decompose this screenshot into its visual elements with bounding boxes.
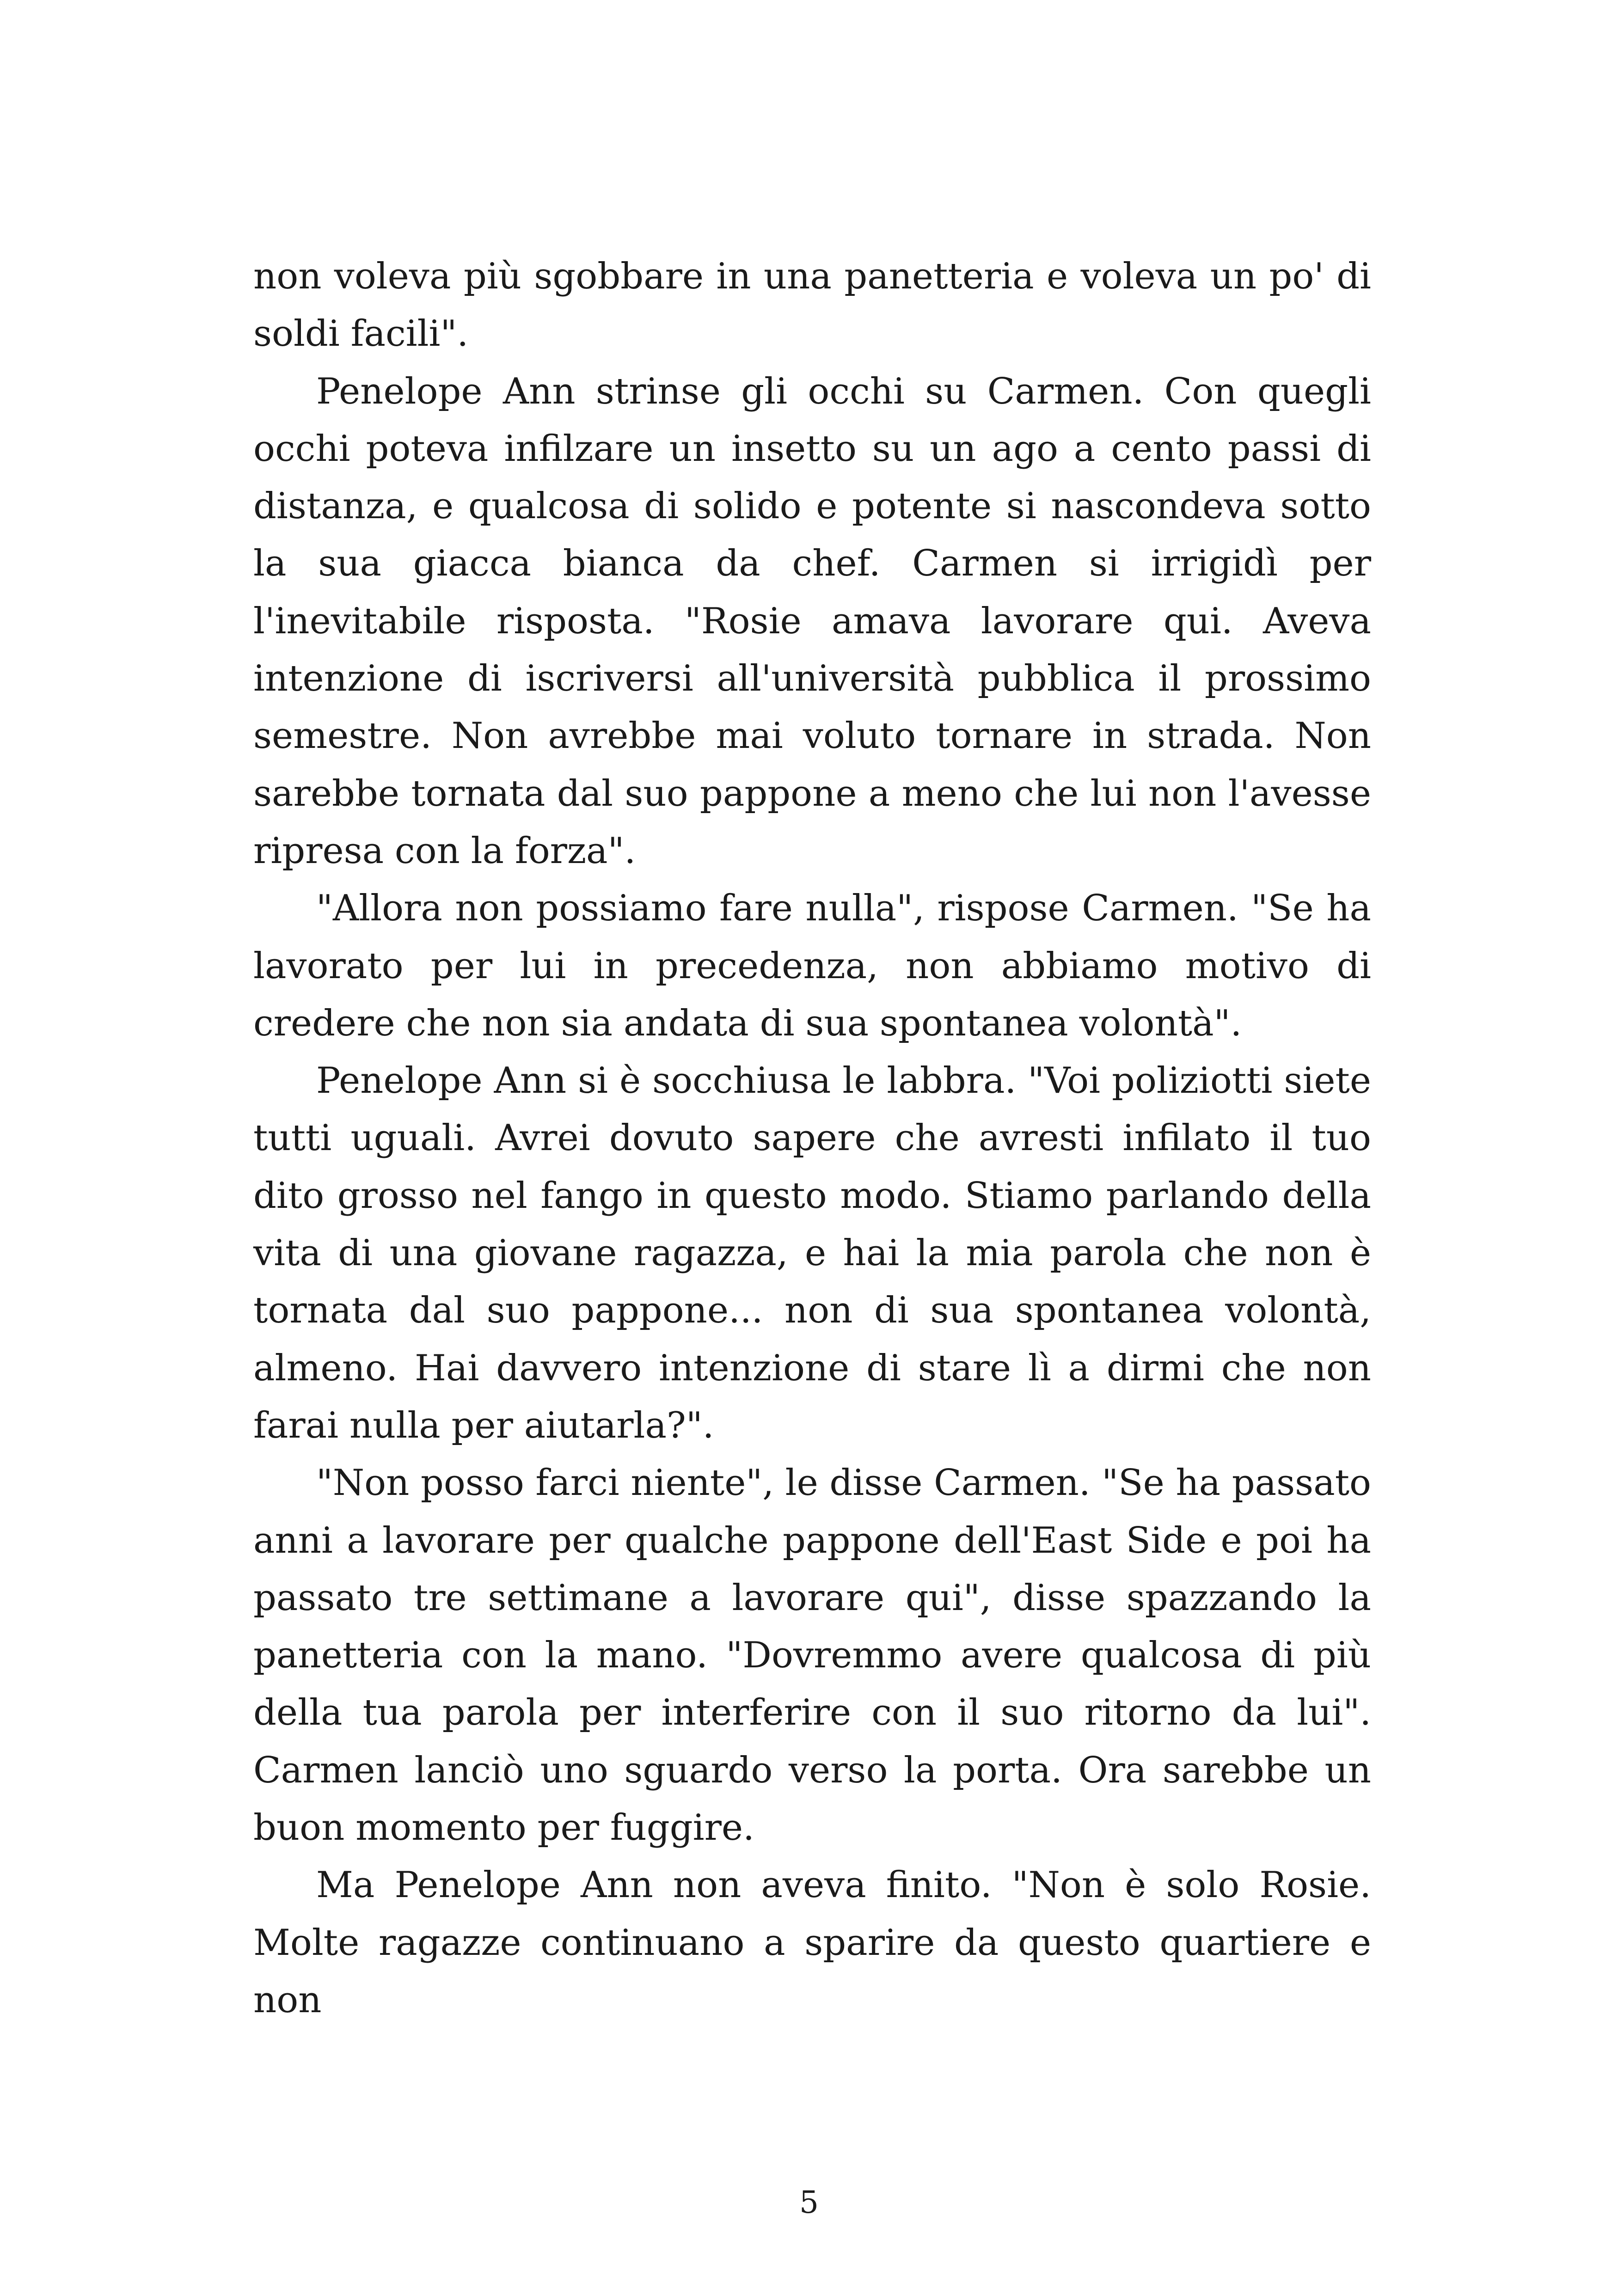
paragraph: "Non posso farci niente", le disse Carmen. "Se ha passato anni a lavorare per qualche pappone dell'East Side e poi ha passato tre settimane a lavorare qui", disse spazzando la panetteria con la mano. "Dovremmo avere qualcosa di più della tua parola per interferire con il suo ritorno da lui". Carmen lanciò uno sguardo verso la porta. Ora sarebbe un buon momento per fuggire. <box>253 1462 1371 1849</box>
body-text <box>253 248 1371 2029</box>
paragraph-continuation: non voleva più sgobbare in una panetteria e voleva un po' di soldi facili". <box>253 256 1371 355</box>
paragraph: Penelope Ann strinse gli occhi su Carmen. Con quegli occhi poteva infilzare un insetto su un ago a cento passi di distanza, e qualcosa di solido e potente si nascondeva sotto la sua giacca bianca da chef. Carmen si irrigidì per l'inevitabile risposta. "Rosie amava lavorare qui. Aveva intenzione di iscriversi all'università pubblica il prossimo semestre. Non avrebbe mai voluto tornare in strada. Non sarebbe tornata dal suo pappone a meno che lui non l'avesse ripresa con la forza". <box>253 370 1371 872</box>
paragraph: Ma Penelope Ann non aveva finito. "Non è solo Rosie. Molte ragazze continuano a sparire da questo quartiere e non <box>253 1864 1371 2021</box>
paragraph: "Allora non possiamo fare nulla", rispose Carmen. "Se ha lavorato per lui in precedenza, non abbiamo motivo di credere che non sia andata di sua spontanea volontà". <box>253 888 1371 1044</box>
paragraph: Penelope Ann si è socchiusa le labbra. "Voi poliziotti siete tutti uguali. Avrei dovuto sapere che avresti infilato il tuo dito grosso nel fango in questo modo. Stiamo parlando della vita di una giovane ragazza, e hai la mia parola che non è tornata dal suo pappone... non di sua spontanea volontà, almeno. Hai davvero intenzione di stare lì a dirmi che non farai nulla per aiutarla?". <box>253 1060 1371 1446</box>
page-number: 5 <box>799 2185 819 2220</box>
